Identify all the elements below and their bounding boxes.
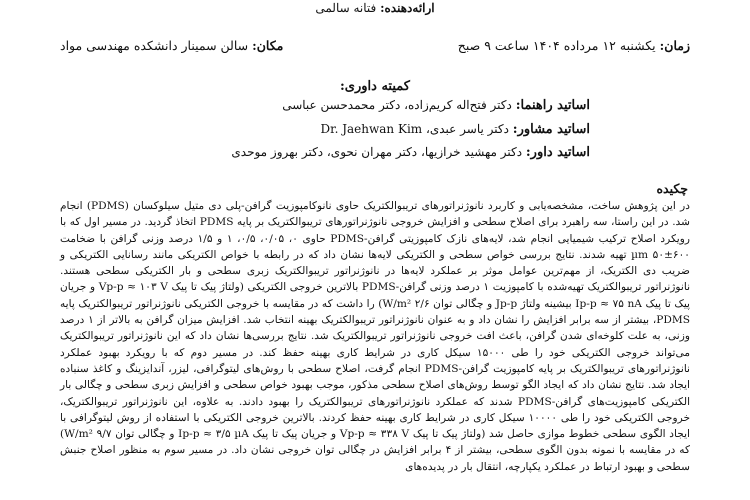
abstract-title: چکیده — [656, 181, 688, 196]
referees-names: دکتر مهشید خرازیها، دکتر مهران نحوی، دکتر بهروز موحدی — [231, 145, 523, 159]
supervisors-line — [282, 98, 590, 113]
supervisors-names: دکتر فتح‌اله کریم‌زاده، دکتر محمدحسن عباسی — [282, 98, 512, 112]
place-info — [60, 38, 283, 53]
advisors-names: دکتر یاسر عبدی، Dr. Jaehwan Kim — [320, 122, 509, 136]
time-value: یکشنبه ۱۲ مرداده ۱۴۰۴ ساعت ۹ صبح — [457, 38, 656, 53]
time-label: زمان: — [659, 38, 690, 53]
abstract-body: در این پژوهش ساخت، مشخصه‌یابی و کاربرد نانوژنراتورهای تریبوالکتریک حاوی نانوکامپوزیت گرافن-پلی دی متیل سیلوکسان (PDMS) انجام شد. در این راستا، سه راهبرد برای اصلاح سطحی و افزایش خروجی نانوژنراتورهای تریبوالکتریک بر پایه PDMS اتخاذ گردید. در مسیر اول که با رویکرد اصلاح ترکیب شیمیایی انجام شد، لایه‌های نازک کامپوزیتی گرافن-PDMS حاوی ۰، ۰/۰۵، ۰/۵، ۱ و ۱/۵ درصد وزنی گرافن با ضخامت ۶۰۰±۵۰ µm تهیه شدند. نتایج بررسی خواص سطحی و الکتریکی لایه‌ها نشان داد که در رابطه با خواص الکتریکی مانند رسانایی الکتریکی و ضریب دی الکتریک، از مهم‌ترین عوامل موثر بر عملکرد لایه‌ها در نانوژنراتور تریبوالکتریک زبری سطحی و بار الکتریکی سطحی هستند. نانوژنراتور تریبوالکتریک تهیه‌شده با کامپوزیت ۱ درصد وزنی گرافن-PDMS بالاترین خروجی الکتریکی (ولتاژ پیک تا پیک Vp-p ≈ ۱۰۳ V و جریان پیک تا پیک Ip-p ≈ ۷۵ nA بیشینه ولتاژ Jp-p و چگالی توان ۲/۶ W/m²) را داشت که در مقایسه با خروجی الکتریکی نانوژنراتور تریبوالکتریک پایه PDMS، بیشتر از سه برابر افزایش را نشان داد و به عنوان نانوژنراتور تریبوالکتریک بهینه انتخاب شد. افزایش میزان گرافن به بالاتر از ۱ درصد وزنی، به علت کلوخه‌ای شدن گرافن، باعث افت خروجی نانوژنراتور تریبوالکتریک شد. نتایج بررسی‌ها نشان داد که این نانوژنراتور تریبوالکتریک می‌تواند خروجی الکتریکی خود را طی ۱۵۰۰۰ سیکل کاری در شرایط کاری بهینه حفظ کند. در مسیر دوم که با رویکرد بهبود عملکرد نانوژنراتورهای تریبوالکتریک بر پایه کامپوزیت گرافن-PDMS انجام گرفت، اصلاح سطحی با روش‌های لیتوگرافی، لیزر، آندایزینگ و کاغذ سنباده ایجاد شد. نتایج نشان داد که ایجاد الگو توسط روش‌های اصلاح سطحی مذکور، موجب بهبود خواص سطحی و افزایش زبری سطحی و چگالی بار الکتریکی کامپوزیت‌های گرافن-PDMS شدند که عملکرد نانوژنراتورهای تریبوالکتریک را بهبود دادند. به علاوه، این نانوژنراتور تریبوالکتریک، خروجی الکتریکی خود را طی ۱۰۰۰۰ سیکل کاری در شرایط کاری بهینه حفظ کردند. بالاترین خروجی الکتریکی با استفاده از روش لیتوگرافی با ایجاد الگوی سطحی خطوط موازی حاصل شد (ولتاژ پیک تا پیک Vp-p ≈ ۳۳۸ V و جریان پیک تا پیک Ip-p ≈ ۳/۵ µA و چگالی توان ۹/۷ W/m²) که در مقایسه با نمونه بدون الگوی سطحی، بیشتر از ۴ برابر افزایش در چگالی توان خروجی نشان داد. در مسیر سوم به منظور اصلاح جنبش سطحی و بهبود ارتباط در عملکرد یکپارچه، انتقال بار در پدیده‌های — [60, 200, 691, 473]
presenter-label: ارائه‌دهنده: — [380, 1, 435, 15]
committee-title: کمیته داوری: — [340, 79, 410, 94]
supervisors-label: اساتید راهنما: — [515, 98, 590, 113]
place-value: سالن سمینار دانشکده مهندسی مواد — [60, 38, 249, 53]
advisors-label: اساتید مشاور: — [512, 122, 590, 137]
time-info — [458, 38, 690, 53]
presenter-name: فتانه سالمی — [315, 1, 377, 15]
referees-line — [231, 145, 590, 160]
referees-label: اساتید داور: — [525, 145, 590, 160]
presenter-line — [0, 0, 750, 16]
time-place-line — [60, 38, 690, 53]
advisors-line — [321, 122, 590, 137]
place-label: مکان: — [252, 38, 284, 53]
